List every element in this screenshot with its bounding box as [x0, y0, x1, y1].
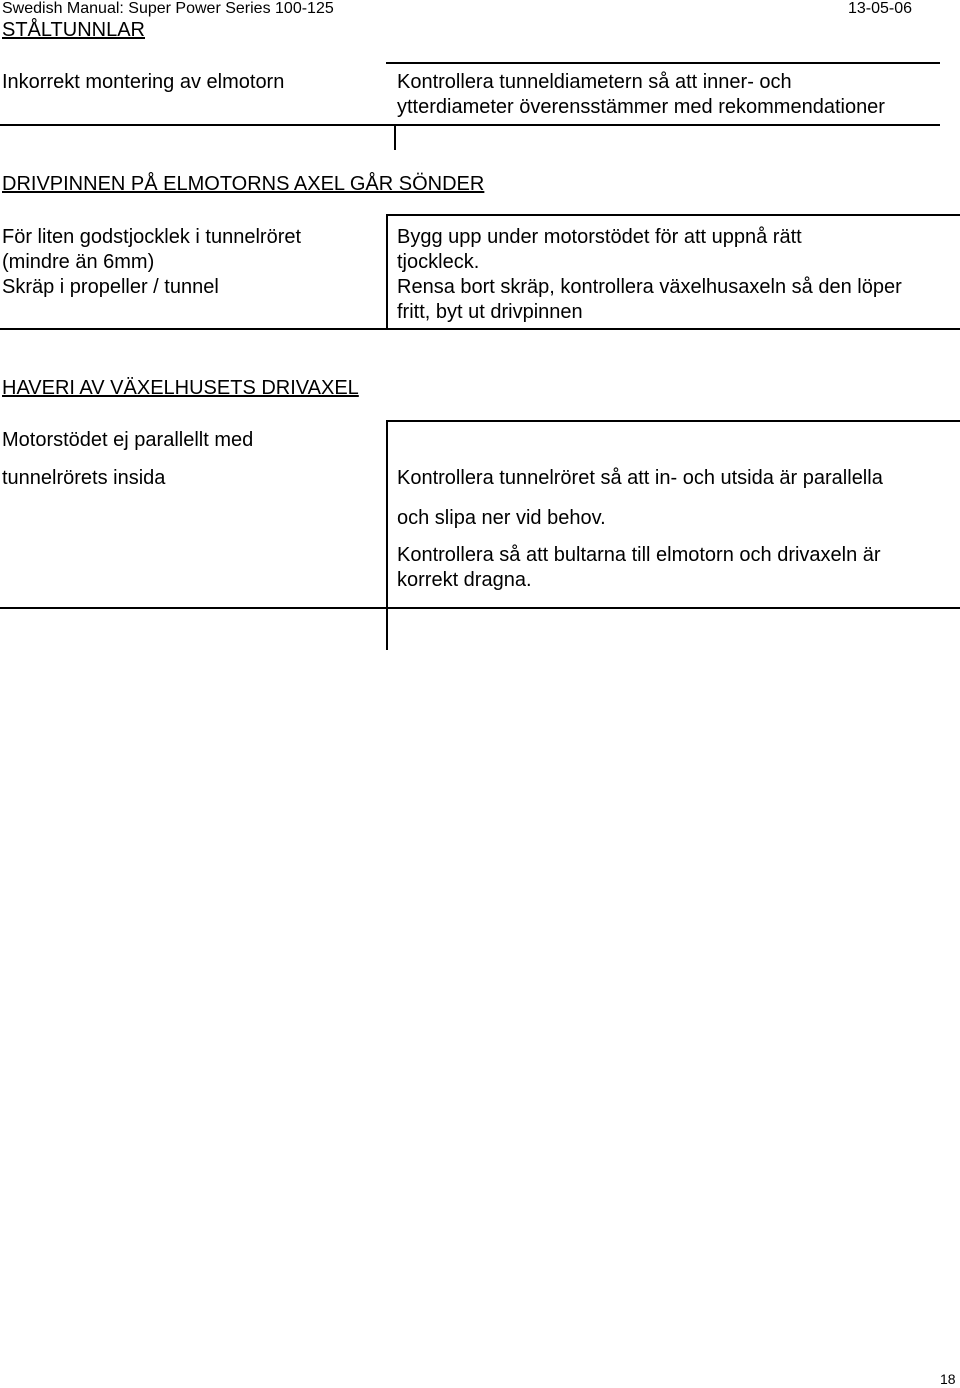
page-number: 18: [940, 1371, 956, 1387]
solution-line: Kontrollera tunneldiametern så att inner- och: [397, 71, 792, 93]
section-title: STÅLTUNNLAR: [2, 19, 145, 41]
problem-line: tunnelrörets insida: [2, 467, 166, 489]
solution-line: Kontrollera så att bultarna till elmotorn och drivaxeln är: [397, 544, 881, 566]
problem-line: Skräp i propeller / tunnel: [2, 276, 219, 298]
divider: [386, 62, 940, 64]
solution-line: korrekt dragna.: [397, 569, 532, 591]
solution-line: ytterdiameter överensstämmer med rekommendationer: [397, 96, 885, 118]
divider: [0, 607, 960, 609]
column-divider: [386, 214, 388, 330]
solution-line: fritt, byt ut drivpinnen: [397, 301, 583, 323]
problem-line: (mindre än 6mm): [2, 251, 155, 273]
solution-line: Rensa bort skräp, kontrollera växelhusaxeln så den löper: [397, 276, 902, 298]
section-heading: HAVERI AV VÄXELHUSETS DRIVAXEL: [2, 377, 359, 399]
divider: [386, 214, 960, 216]
solution-line: Kontrollera tunnelröret så att in- och utsida är parallella: [397, 467, 883, 489]
problem-text: Inkorrekt montering av elmotorn: [2, 71, 285, 93]
divider: [386, 420, 960, 422]
column-divider: [386, 420, 388, 650]
problem-line: För liten godstjocklek i tunnelröret: [2, 226, 302, 248]
solution-line: Bygg upp under motorstödet för att uppnå rätt: [397, 226, 802, 248]
section-heading: DRIVPINNEN PÅ ELMOTORNS AXEL GÅR SÖNDER: [2, 173, 485, 195]
problem-line: Motorstödet ej parallellt med: [2, 429, 254, 451]
solution-line: och slipa ner vid behov.: [397, 507, 606, 529]
divider: [0, 124, 940, 126]
solution-line: tjockleck.: [397, 251, 480, 273]
manual-title: Swedish Manual: Super Power Series 100-125: [2, 0, 334, 17]
divider: [0, 328, 960, 330]
header-date: 13-05-06: [848, 0, 913, 17]
column-divider: [394, 124, 396, 150]
